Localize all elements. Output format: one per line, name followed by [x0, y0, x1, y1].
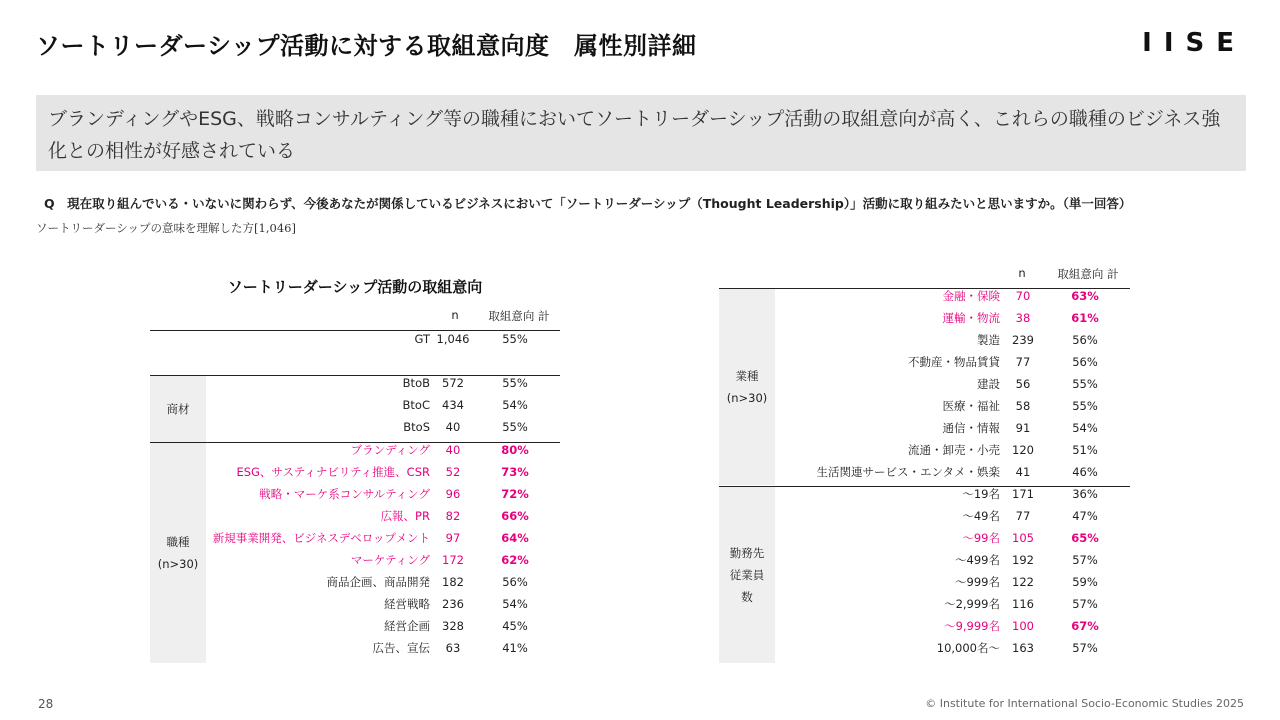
table-row — [719, 461, 1130, 483]
right-group-gyoshu-sub: (n>30) — [726, 391, 768, 405]
left-col-v-header: 取組意向 計 — [488, 309, 550, 323]
row-value: 56% — [502, 575, 528, 589]
row-label: 不動産・物品賃貸 — [908, 355, 1000, 369]
question-text: Q 現在取り組んでいる・いないに関わらず、今後あなたが関係しているビジネスにおいて「ソートリーダーシップ（Thought Leadership）」活動に取り組みたいと思いますか。（単一回答） — [44, 196, 1132, 211]
row-label: BtoB — [402, 376, 430, 390]
gt-label: GT — [414, 332, 430, 346]
row-value: 56% — [1072, 355, 1098, 369]
summary-text: ブランディングやESG、戦略コンサルティング等の職種においてソートリーダーシップ活動の取組意向が高く、これらの職種のビジネス強化との相性が好感されている — [48, 108, 1221, 162]
row-n: 96 — [445, 487, 461, 501]
row-value: 45% — [502, 619, 528, 633]
row-n: 163 — [1012, 641, 1034, 655]
row-n: 56 — [1015, 377, 1031, 391]
row-label: ～999名 — [955, 575, 1000, 589]
summary-box — [36, 95, 1246, 171]
row-label: マーケティング — [350, 553, 430, 567]
table-row — [719, 373, 1130, 395]
page-number: 28 — [38, 697, 54, 711]
row-value: 54% — [1072, 421, 1098, 435]
row-n: 572 — [442, 376, 464, 390]
row-value: 56% — [1072, 333, 1098, 347]
row-n: 172 — [442, 553, 464, 567]
table-row — [719, 351, 1130, 373]
gt-row — [150, 328, 560, 350]
row-n: 239 — [1012, 333, 1034, 347]
row-n: 182 — [442, 575, 464, 589]
table-row — [150, 483, 560, 505]
row-label: BtoC — [402, 398, 430, 412]
table-row — [719, 307, 1130, 329]
row-label: 広告、宣伝 — [372, 641, 430, 655]
row-label: 10,000名～ — [936, 641, 1000, 655]
row-value: 54% — [502, 597, 528, 611]
row-value: 36% — [1072, 487, 1098, 501]
row-label: 製造 — [977, 333, 1000, 347]
gt-value: 55% — [502, 332, 528, 346]
table-row — [719, 483, 1130, 505]
row-label: 生活関連サービス・エンタメ・娯楽 — [816, 465, 1000, 479]
row-value: 55% — [1072, 377, 1098, 391]
row-n: 58 — [1015, 399, 1031, 413]
row-label: 流通・卸売・小売 — [908, 443, 1000, 457]
row-value: 46% — [1072, 465, 1098, 479]
row-n: 100 — [1012, 619, 1034, 633]
row-value: 54% — [502, 398, 528, 412]
row-n: 38 — [1015, 311, 1031, 325]
row-value: 72% — [501, 487, 529, 501]
row-value: 62% — [501, 553, 529, 567]
row-value: 57% — [1072, 597, 1098, 611]
table-row — [719, 637, 1130, 659]
row-value: 80% — [501, 443, 529, 457]
table-row — [719, 439, 1130, 461]
row-n: 116 — [1012, 597, 1034, 611]
row-n: 97 — [445, 531, 461, 545]
row-n: 122 — [1012, 575, 1034, 589]
row-label: 通信・情報 — [942, 421, 1000, 435]
row-value: 73% — [501, 465, 529, 479]
row-label: ブランディング — [350, 443, 430, 457]
row-label: ～499名 — [955, 553, 1000, 567]
table-row — [719, 285, 1130, 307]
table-row — [719, 615, 1130, 637]
row-value: 55% — [502, 420, 528, 434]
row-label: 金融・保険 — [942, 289, 1000, 303]
row-label: 医療・福祉 — [942, 399, 1000, 413]
row-n: 328 — [442, 619, 464, 633]
table-row — [150, 615, 560, 637]
logo: IISE — [1142, 28, 1246, 58]
row-label: 経営戦略 — [384, 597, 430, 611]
row-n: 77 — [1015, 355, 1031, 369]
base-note: ソートリーダーシップの意味を理解した方[1,046] — [36, 221, 296, 235]
table-row — [719, 571, 1130, 593]
row-n: 82 — [445, 509, 461, 523]
row-value: 63% — [1071, 289, 1099, 303]
row-value: 55% — [1072, 399, 1098, 413]
table-row — [150, 372, 560, 394]
row-n: 171 — [1012, 487, 1034, 501]
table-row — [150, 416, 560, 438]
row-n: 77 — [1015, 509, 1031, 523]
right-col-n-header: n — [1018, 266, 1026, 280]
row-n: 91 — [1015, 421, 1031, 435]
row-n: 40 — [445, 420, 461, 434]
table-row — [150, 439, 560, 461]
table-row — [150, 394, 560, 416]
table-row — [719, 505, 1130, 527]
left-group-shokushu-sub: (n>30) — [157, 557, 199, 571]
table-row — [719, 593, 1130, 615]
row-label: 商品企画、商品開発 — [326, 575, 430, 589]
row-value: 57% — [1072, 553, 1098, 567]
right-group-gyoshu-label: 業種 — [735, 369, 759, 383]
row-n: 120 — [1012, 443, 1034, 457]
table-row — [150, 637, 560, 659]
row-value: 65% — [1071, 531, 1099, 545]
copyright: © Institute for International Socio-Economic Studies 2025 — [925, 697, 1244, 710]
row-n: 52 — [445, 465, 461, 479]
table-row — [150, 527, 560, 549]
row-label: BtoS — [403, 420, 430, 434]
row-n: 192 — [1012, 553, 1034, 567]
row-n: 70 — [1015, 289, 1031, 303]
row-label: ESG、サスティナビリティ推進、CSR — [236, 465, 430, 479]
table-row — [719, 417, 1130, 439]
table-row — [150, 571, 560, 593]
row-n: 63 — [445, 641, 461, 655]
row-label: 広報、PR — [380, 509, 430, 523]
table-row — [719, 329, 1130, 351]
left-table-title: ソートリーダーシップ活動の取組意向 — [227, 278, 483, 296]
row-label: ～2,999名 — [944, 597, 1000, 611]
row-n: 41 — [1015, 465, 1031, 479]
row-value: 55% — [502, 376, 528, 390]
table-row — [719, 395, 1130, 417]
row-label: 運輸・物流 — [942, 311, 1000, 325]
right-col-v-header: 取組意向 計 — [1057, 267, 1119, 281]
row-value: 61% — [1071, 311, 1099, 325]
left-col-n-header: n — [451, 308, 459, 322]
row-value: 41% — [502, 641, 528, 655]
row-value: 57% — [1072, 641, 1098, 655]
row-label: ～9,999名 — [944, 619, 1000, 633]
row-label: 経営企画 — [384, 619, 430, 633]
row-label: ～99名 — [962, 531, 1000, 545]
right-group-jugyoin-label2: 従業員 — [729, 568, 765, 582]
row-label: ～49名 — [962, 509, 1000, 523]
row-n: 40 — [445, 443, 461, 457]
row-value: 64% — [501, 531, 529, 545]
row-n: 105 — [1012, 531, 1034, 545]
table-row — [150, 505, 560, 527]
row-value: 51% — [1072, 443, 1098, 457]
row-value: 67% — [1071, 619, 1099, 633]
table-row — [150, 549, 560, 571]
right-group-jugyoin-label1: 勤務先 — [729, 546, 765, 560]
left-group-shokushu-label: 職種 — [166, 535, 190, 549]
page-title: ソートリーダーシップ活動に対する取組意向度 属性別詳細 — [36, 32, 697, 60]
row-label: 建設 — [977, 377, 1000, 391]
table-row — [150, 593, 560, 615]
row-n: 434 — [442, 398, 464, 412]
row-label: 戦略・マーケ系コンサルティング — [259, 487, 430, 501]
table-row — [719, 549, 1130, 571]
row-label: 新規事業開発、ビジネスデベロップメント — [212, 531, 430, 545]
right-group-jugyoin-label3: 数 — [741, 590, 753, 604]
row-label: ～19名 — [962, 487, 1000, 501]
row-value: 47% — [1072, 509, 1098, 523]
table-row — [719, 527, 1130, 549]
left-group-shouzai-label: 商材 — [166, 402, 190, 416]
gt-n: 1,046 — [436, 332, 470, 346]
row-value: 59% — [1072, 575, 1098, 589]
row-n: 236 — [442, 597, 464, 611]
table-row — [150, 461, 560, 483]
row-value: 66% — [501, 509, 529, 523]
